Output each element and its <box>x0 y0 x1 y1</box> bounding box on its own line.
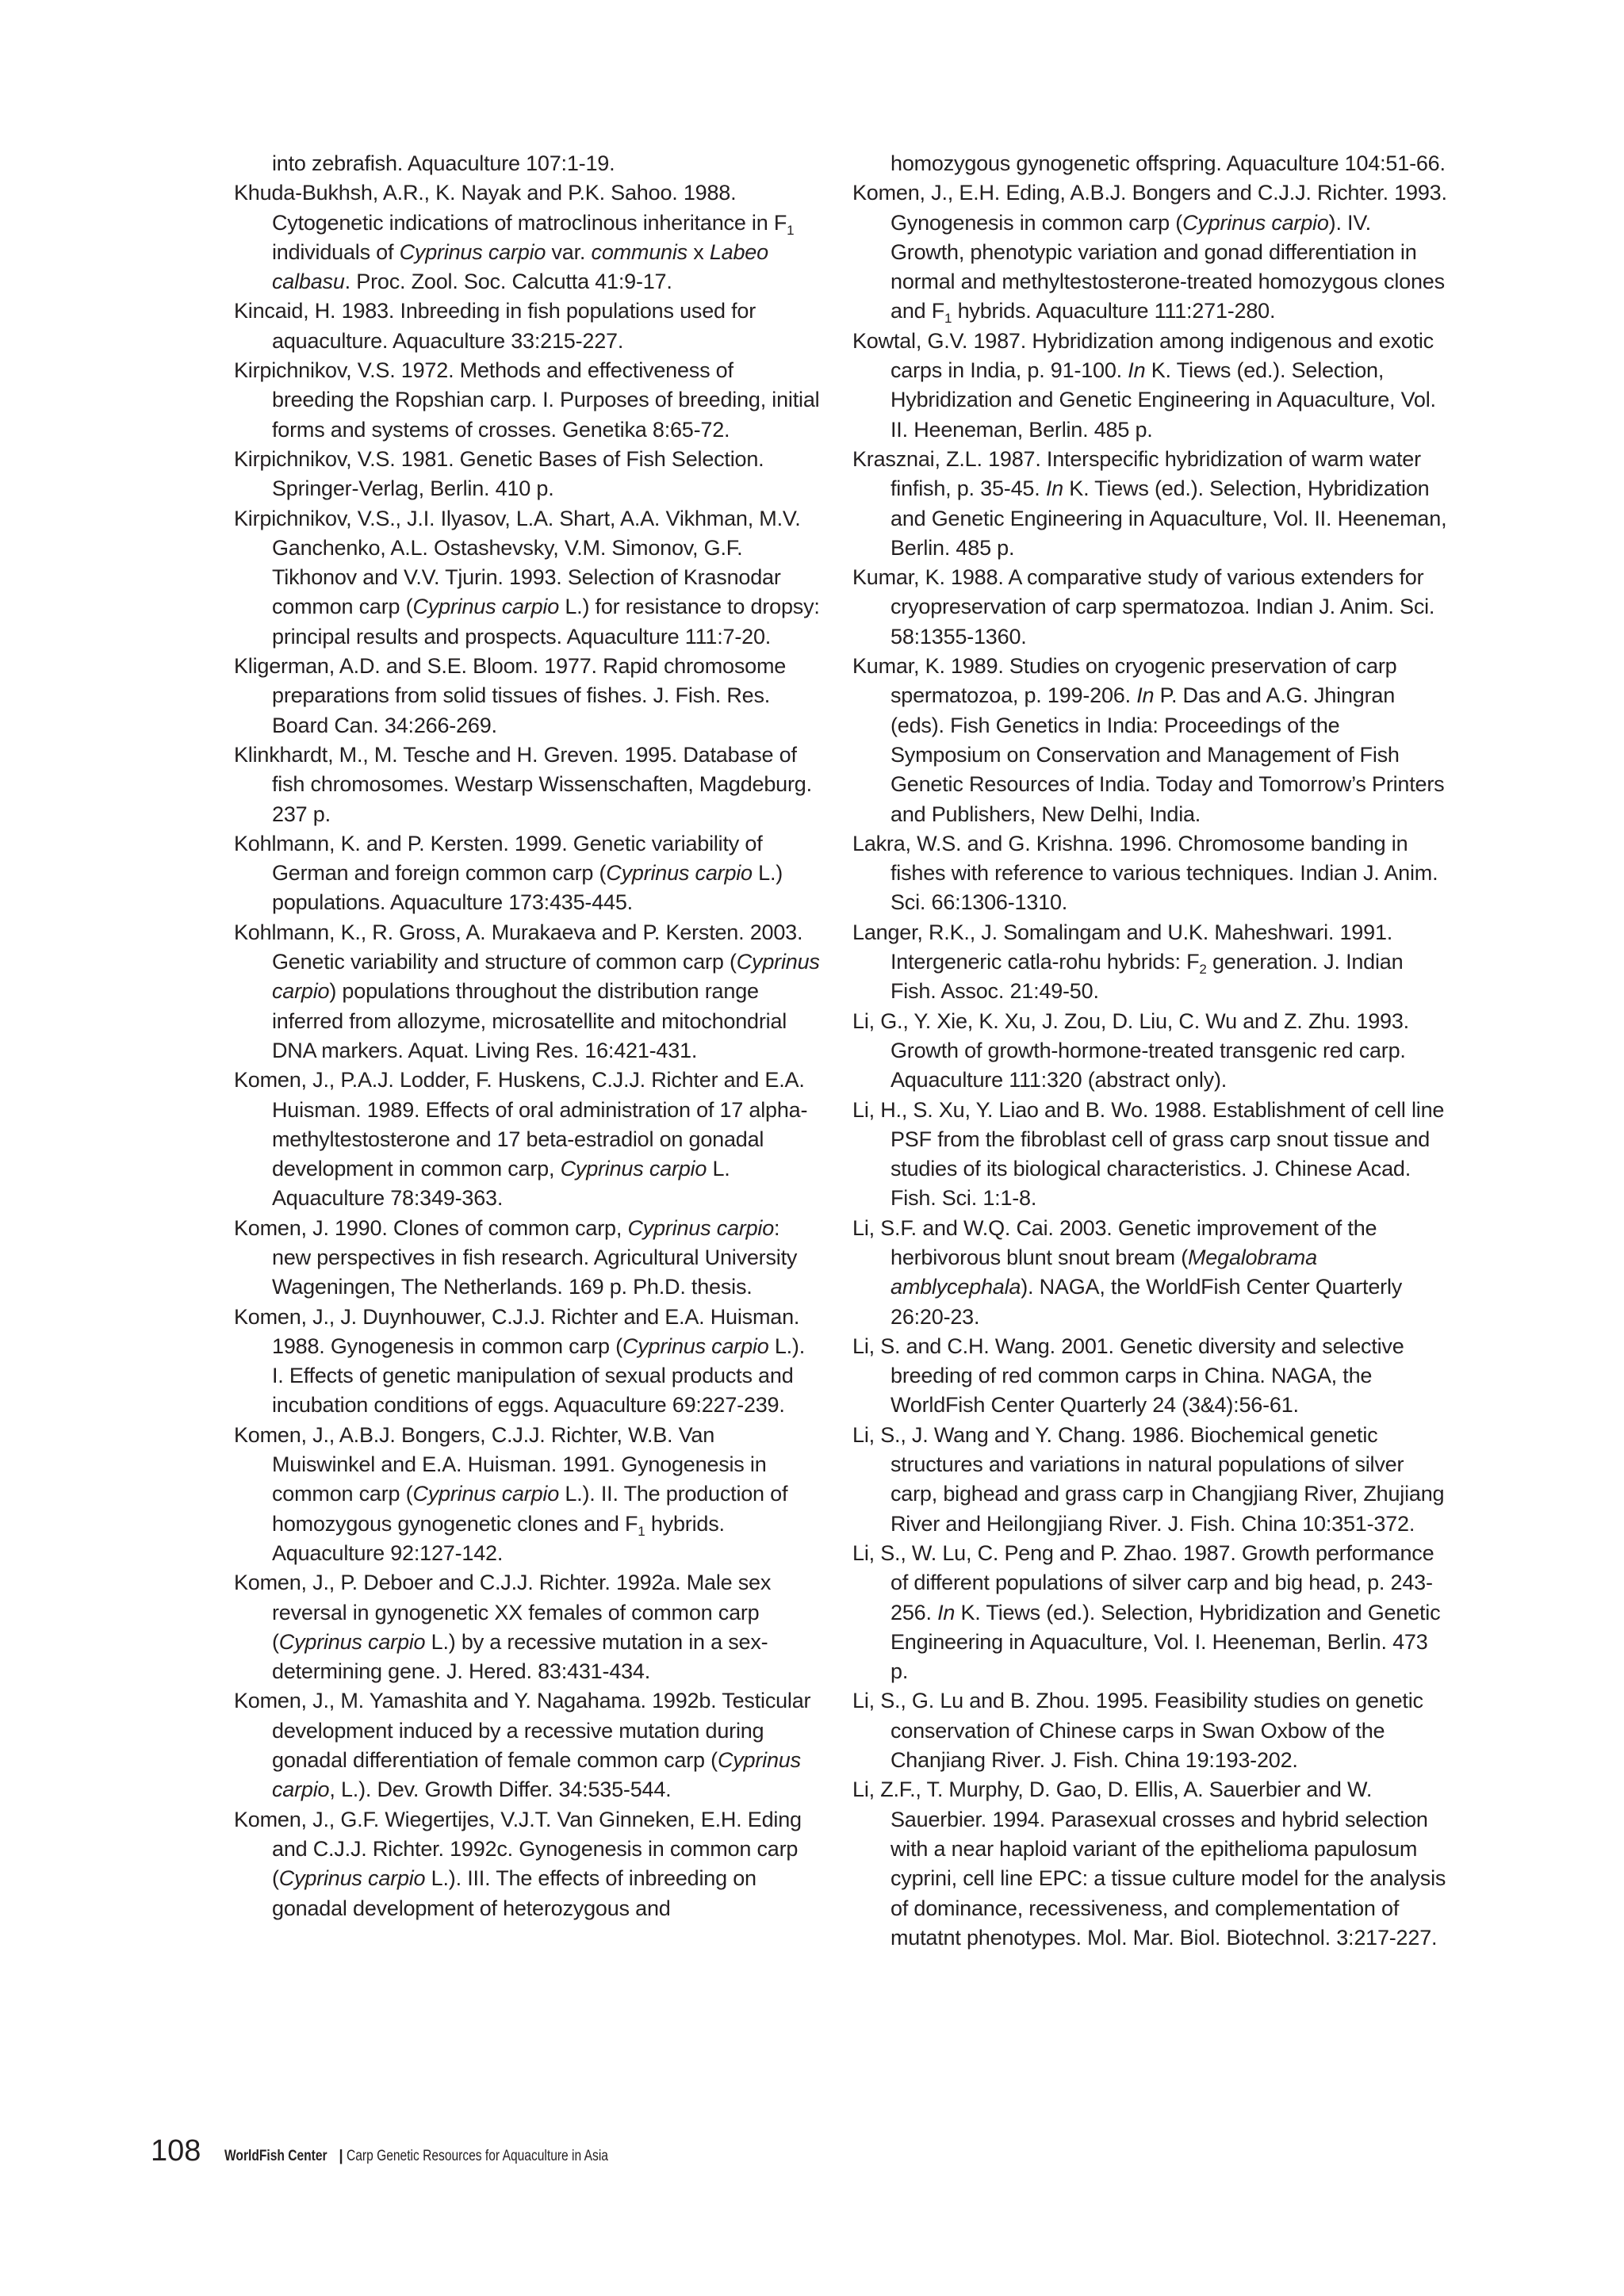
text-run: Kohlmann, K. and P. Kersten. 1999. Genetic variability of German and foreign common carp ( <box>234 831 763 886</box>
italic-text: Cyprinus carpio <box>278 1629 426 1654</box>
text-run: Li, S., W. Lu, C. Peng and P. Zhao. 1987. Growth performance of different populations of silver carp and big head, p. 243-256. <box>852 1540 1434 1624</box>
reference-entry <box>852 1332 1449 1421</box>
italic-text: In <box>1045 476 1063 501</box>
italic-text: Cyprinus carpio <box>622 1334 769 1358</box>
italic-text: Cyprinus carpio <box>412 1482 560 1506</box>
italic-text: Cyprinus carpio <box>278 1866 426 1891</box>
reference-entry <box>234 740 821 829</box>
reference-entry <box>234 504 821 652</box>
reference-entry <box>852 445 1449 563</box>
reference-entry <box>234 178 821 297</box>
text-run: ) populations throughout the distribution range inferred from allozyme, microsatellite and mitochondrial DNA markers. Aquat. Living Res. 16:421-431. <box>272 979 787 1062</box>
text-run: Kligerman, A.D. and S.E. Bloom. 1977. Rapid chromosome preparations from solid tissues of fishes. J. Fish. Res. Board Can. 34:266-269. <box>234 654 787 737</box>
text-run: L.). II. The production of homozygous gynogenetic clones and F <box>272 1482 788 1536</box>
text-run: generation. J. Indian Fish. Assoc. 21:49-50. <box>891 950 1404 1004</box>
reference-entry <box>234 1066 821 1213</box>
text-run: K. Tiews (ed.). Selection, Hybridization and Genetic Engineering in Aquaculture, Vol. II. Heeneman, Berlin. 485 p. <box>891 476 1447 560</box>
italic-text: In <box>1128 358 1146 383</box>
page-footer <box>151 2134 665 2174</box>
text-run: Li, S.F. and W.Q. Cai. 2003. Genetic improvement of the herbivorous blunt snout bream ( <box>852 1215 1377 1269</box>
italic-text: In <box>937 1600 956 1624</box>
text-run: Komen, J., E.H. Eding, A.B.J. Bongers and C.J.J. Richter. 1993. Gynogenesis in common carp ( <box>852 181 1447 235</box>
reference-entry <box>852 563 1449 652</box>
reference-entry <box>234 297 821 356</box>
subscript: 1 <box>638 1523 645 1539</box>
text-run: K. Tiews (ed.). Selection, Hybridization and Genetic Engineering in Aquaculture, Vol. II. Heeneman, Berlin. 485 p. <box>891 358 1436 442</box>
footer-separator: | <box>339 2148 343 2164</box>
reference-entry <box>234 445 821 504</box>
reference-entry <box>852 1096 1449 1214</box>
reference-entry <box>234 1214 821 1303</box>
text-run: L.) by a recessive mutation in a sex-determining gene. J. Hered. 83:431-434. <box>272 1629 768 1684</box>
text-run: Li, S., J. Wang and Y. Chang. 1986. Biochemical genetic structures and variations in natural populations of silver carp, bighead and grass carp in Changjiang River, Zhujiang River and Heilongjiang River. J. Fish. China 10:351-372. <box>852 1422 1445 1536</box>
reference-entry <box>852 1686 1449 1775</box>
text-run: L. Aquaculture 78:349-363. <box>272 1157 730 1211</box>
text-run: L.). III. The effects of inbreeding on gonadal development of heterozygous and <box>272 1866 756 1920</box>
text-run: Komen, J. 1990. Clones of common carp, <box>234 1215 628 1240</box>
reference-entry <box>234 829 821 918</box>
text-run: L.). I. Effects of genetic manipulation of sexual products and incubation conditions of eggs. Aquaculture 69:227-239. <box>272 1334 806 1418</box>
italic-text: Cyprinus carpio <box>560 1157 707 1181</box>
italic-text: Cyprinus carpio <box>272 1748 801 1802</box>
text-run: homozygous gynogenetic offspring. Aquaculture 104:51-66. <box>891 151 1446 175</box>
reference-entry <box>234 1805 821 1923</box>
reference-entry <box>852 652 1449 829</box>
text-run: Komen, J., P. Deboer and C.J.J. Richter. 1992a. Male sex reversal in gynogenetic XX females of common carp ( <box>234 1571 772 1654</box>
reference-entry <box>852 1775 1449 1953</box>
text-run: P. Das and A.G. Jhingran (eds). Fish Genetics in India: Proceedings of the Symposium on Conservation and Management of Fish Genetic Resources of India. Today and Tomorrow’s Printers and Publishers, New Delhi, India. <box>891 683 1445 826</box>
reference-entry <box>234 1421 821 1568</box>
text-run: Li, Z.F., T. Murphy, D. Gao, D. Ellis, A. Sauerbier and W. Sauerbier. 1994. Parasexual crosses and hybrid selection with a near haploid variant of the epithelioma papulosum cyprini, cell line EPC: a tissue culture model for the analysis of dominance, recessiveness, and complementation of mutatnt phenotypes. Mol. Mar. Biol. Biotechnol. 3:217-227. <box>852 1777 1446 1950</box>
text-run: Komen, J., J. Duynhouwer, C.J.J. Richter and E.A. Huisman. 1988. Gynogenesis in common carp ( <box>234 1304 800 1358</box>
text-run: Kincaid, H. 1983. Inbreeding in fish populations used for aquaculture. Aquaculture 33:215-227. <box>234 299 756 353</box>
book-title: Carp Genetic Resources for Aquaculture in Asia <box>346 2148 608 2164</box>
reference-entry <box>852 918 1449 1007</box>
text-run: Komen, J., P.A.J. Lodder, F. Huskens, C.J.J. Richter and E.A. Huisman. 1989. Effects of oral administration of 17 alpha-methyltestosterone and 17 beta-estradiol on gonadal development in common carp, <box>234 1068 808 1181</box>
italic-text: Cyprinus carpio <box>627 1215 775 1240</box>
text-run: var. <box>546 239 592 264</box>
text-run: individuals of <box>272 239 400 264</box>
text-run: : new perspectives in fish research. Agricultural University Wageningen, The Netherlands. 169 p. Ph.D. thesis. <box>272 1215 798 1299</box>
reference-entry <box>852 1007 1449 1096</box>
reference-entry <box>234 1303 821 1421</box>
text-run: Kowtal, G.V. 1987. Hybridization among indigenous and exotic carps in India, p. 91-100. <box>852 328 1434 383</box>
reference-entry <box>852 178 1449 326</box>
reference-entry <box>852 1539 1449 1686</box>
italic-text: Cyprinus carpio <box>272 950 820 1004</box>
reference-continuation <box>234 149 821 178</box>
reference-continuation <box>852 149 1449 178</box>
reference-entry <box>852 1421 1449 1539</box>
reference-entry <box>234 1686 821 1804</box>
italic-text: Megalobrama amblycephala <box>891 1245 1317 1299</box>
text-run: hybrids. Aquaculture 92:127-142. <box>272 1511 725 1565</box>
text-run: ). IV. Growth, phenotypic variation and gonad differentiation in normal and methyltestosterone-treated homozygous clones and F <box>891 210 1445 323</box>
text-run: Li, S., G. Lu and B. Zhou. 1995. Feasibility studies on genetic conservation of Chinese carps in Swan Oxbow of the Chanjiang River. J. Fish. China 19:193-202. <box>852 1689 1423 1773</box>
reference-column-left <box>234 149 821 1923</box>
text-run: L.) for resistance to dropsy: principal results and prospects. Aquaculture 111:7-20. <box>272 595 820 649</box>
reference-entry <box>852 327 1449 445</box>
text-run: . Proc. Zool. Soc. Calcutta 41:9-17. <box>344 270 672 294</box>
italic-text: Cyprinus carpio <box>1182 210 1329 235</box>
text-run: Li, G., Y. Xie, K. Xu, J. Zou, D. Liu, C. Wu and Z. Zhu. 1993. Growth of growth-hormone-treated transgenic red carp. Aquaculture 111:320 (abstract only). <box>852 1008 1409 1093</box>
text-run: Kirpichnikov, V.S. 1981. Genetic Bases of Fish Selection. Springer-Verlag, Berlin. 410 p. <box>234 446 764 501</box>
text-run: into zebrafish. Aquaculture 107:1-19. <box>272 151 615 175</box>
text-run: Komen, J., M. Yamashita and Y. Nagahama. 1992b. Testicular development induced by a recessive mutation during gonadal differentiation of female common carp ( <box>234 1689 811 1773</box>
text-run: Komen, J., A.B.J. Bongers, C.J.J. Richter, W.B. Van Muiswinkel and E.A. Huisman. 1991. Gynogenesis in common carp ( <box>234 1422 767 1506</box>
italic-text: Cyprinus carpio <box>412 595 560 619</box>
italic-text: Labeo calbasu <box>272 239 768 294</box>
text-run: Khuda-Bukhsh, A.R., K. Nayak and P.K. Sahoo. 1988. Cytogenetic indications of matroclinous inheritance in F <box>234 181 787 235</box>
reference-entry <box>852 829 1449 918</box>
italic-text: communis <box>591 239 688 264</box>
reference-entry <box>234 918 821 1066</box>
text-run: , L.). Dev. Growth Differ. 34:535-544. <box>329 1777 672 1802</box>
reference-entry <box>234 652 821 740</box>
subscript: 2 <box>1199 962 1207 978</box>
page-number: 108 <box>151 2134 201 2168</box>
text-run: hybrids. Aquaculture 111:271-280. <box>952 299 1276 323</box>
text-run: K. Tiews (ed.). Selection, Hybridization and Genetic Engineering in Aquaculture, Vol. I. Heeneman, Berlin. 473 p. <box>891 1600 1441 1684</box>
text-run: Langer, R.K., J. Somalingam and U.K. Maheshwari. 1991. Intergeneric catla-rohu hybrids: F <box>852 920 1393 974</box>
text-run: Krasznai, Z.L. 1987. Interspecific hybridization of warm water finfish, p. 35-45. <box>852 446 1421 501</box>
subscript: 1 <box>787 222 795 238</box>
text-run: Kumar, K. 1988. A comparative study of various extenders for cryopreservation of carp spermatozoa. Indian J. Anim. Sci. 58:1355-1360. <box>852 565 1435 649</box>
italic-text: In <box>1136 683 1155 708</box>
text-run: Klinkhardt, M., M. Tesche and H. Greven. 1995. Database of fish chromosomes. Westarp Wissenschaften, Magdeburg. 237 p. <box>234 742 812 826</box>
italic-text: Cyprinus carpio <box>606 861 753 886</box>
reference-column-right <box>852 149 1449 1953</box>
text-run: Kohlmann, K., R. Gross, A. Murakaeva and P. Kersten. 2003. Genetic variability and structure of common carp ( <box>234 920 803 974</box>
reference-entry <box>852 1214 1449 1332</box>
text-run: Kumar, K. 1989. Studies on cryogenic preservation of carp spermatozoa, p. 199-206. <box>852 654 1397 708</box>
publisher-name: WorldFish Center <box>224 2148 327 2164</box>
italic-text: Cyprinus carpio <box>399 239 546 264</box>
reference-entry <box>234 356 821 445</box>
text-run: Kirpichnikov, V.S. 1972. Methods and effectiveness of breeding the Ropshian carp. I. Purposes of breeding, initial forms and systems of crosses. Genetika 8:65-72. <box>234 358 820 442</box>
text-run: x <box>687 239 710 264</box>
text-run: Kirpichnikov, V.S., J.I. Ilyasov, L.A. Shart, A.A. Vikhman, M.V. Ganchenko, A.L. Ostashevsky, V.M. Simonov, G.F. Tikhonov and V.V. Tjurin. 1993. Selection of Krasnodar common carp ( <box>234 506 801 619</box>
text-run: Li, S. and C.H. Wang. 2001. Genetic diversity and selective breeding of red common carps in China. NAGA, the WorldFish Center Quarterly 24 (3&4):56-61. <box>852 1334 1404 1418</box>
text-run: L.) populations. Aquaculture 173:435-445. <box>272 861 783 915</box>
text-run: ). NAGA, the WorldFish Center Quarterly 26:20-23. <box>891 1275 1403 1329</box>
text-run: Li, H., S. Xu, Y. Liao and B. Wo. 1988. Establishment of cell line PSF from the fibroblast cell of grass carp snout tissue and studies of its biological characteristics. J. Chinese Acad. Fish. Sci. 1:1-8. <box>852 1097 1445 1211</box>
text-run: Lakra, W.S. and G. Krishna. 1996. Chromosome banding in fishes with reference to various techniques. Indian J. Anim. Sci. 66:1306-1310. <box>852 831 1438 915</box>
reference-entry <box>234 1568 821 1686</box>
text-run: Komen, J., G.F. Wiegertijes, V.J.T. Van Ginneken, E.H. Eding and C.J.J. Richter. 1992c. Gynogenesis in common carp ( <box>234 1807 802 1891</box>
subscript: 1 <box>944 311 952 327</box>
